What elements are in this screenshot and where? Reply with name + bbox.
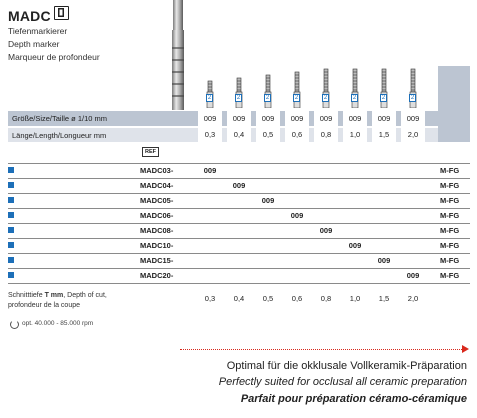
- depth-value: 0,6: [291, 294, 303, 303]
- row-divider: [8, 268, 470, 269]
- shank-number-tag: 2: [323, 95, 328, 101]
- row-marker: [8, 212, 14, 218]
- row-marker: [8, 242, 14, 248]
- shank-type: M-FG: [440, 181, 460, 190]
- shank-type: M-FG: [440, 211, 460, 220]
- shank-type: M-FG: [440, 271, 460, 280]
- depth-value: 1,0: [349, 294, 361, 303]
- product-code: MADC04-: [140, 181, 174, 190]
- product-code: MADC20-: [140, 271, 174, 280]
- length-cell: 2,0: [401, 128, 425, 142]
- subtitle-de: Tiefenmarkierer: [8, 26, 68, 36]
- size-cell: 009: [256, 111, 280, 126]
- shank-type: M-FG: [440, 241, 460, 250]
- product-code: MADC06-: [140, 211, 174, 220]
- depth-of-cut-label: Schnitttiefe T mm, Depth of cut,: [8, 292, 107, 299]
- length-cell: 0,3: [198, 128, 222, 142]
- row-size: 009: [261, 196, 275, 205]
- tagline-en: Perfectly suited for occlusal all ceramic preparation: [218, 376, 467, 388]
- size-header-label: Größe/Size/Taille ø 1/10 mm: [12, 114, 108, 123]
- subtitle-fr: Marqueur de profondeur: [8, 52, 100, 62]
- shank-number-tag: 2: [236, 95, 241, 101]
- shank-number-tag: 2: [207, 95, 212, 101]
- size-cell: 009: [198, 111, 222, 126]
- shank-number-tag: 2: [265, 95, 270, 101]
- arrow-line: [180, 349, 466, 350]
- shank-number-tag: 2: [381, 95, 386, 101]
- rpm-icon: [10, 320, 19, 329]
- length-cell: 0,8: [314, 128, 338, 142]
- row-marker: [8, 257, 14, 263]
- row-divider: [8, 238, 470, 239]
- row-size: 009: [377, 256, 391, 265]
- shank-type: M-FG: [440, 256, 460, 265]
- depth-value: 0,5: [262, 294, 274, 303]
- row-size: 009: [406, 271, 420, 280]
- depth-value: 0,8: [320, 294, 332, 303]
- product-title: MADC: [8, 8, 51, 24]
- row-marker: [8, 197, 14, 203]
- length-header-label: Länge/Length/Longueur mm: [12, 131, 107, 140]
- product-code: MADC03-: [140, 166, 174, 175]
- length-cell: 1,5: [372, 128, 396, 142]
- row-divider: [8, 223, 470, 224]
- depth-value: 0,4: [233, 294, 245, 303]
- shank-type: M-FG: [440, 166, 460, 175]
- row-divider: [8, 253, 470, 254]
- row-marker: [8, 272, 14, 278]
- shank-type-icon: [54, 6, 69, 20]
- depth-value: 2,0: [407, 294, 419, 303]
- size-cell: 009: [285, 111, 309, 126]
- row-size: 009: [290, 211, 304, 220]
- row-size: 009: [232, 181, 246, 190]
- shank-number-tag: 2: [352, 95, 357, 101]
- length-cell: 0,5: [256, 128, 280, 142]
- depth-value: 0,3: [204, 294, 216, 303]
- row-divider: [8, 193, 470, 194]
- product-code: MADC05-: [140, 196, 174, 205]
- shank-number-tag: 2: [410, 95, 415, 101]
- row-divider: [8, 283, 470, 284]
- depth-value: 1,5: [378, 294, 390, 303]
- shank-column-block: [438, 66, 470, 142]
- depth-marker-bur-image: [160, 0, 200, 110]
- arrow-right-icon: [462, 345, 469, 353]
- product-code: MADC15-: [140, 256, 174, 265]
- row-size: 009: [348, 241, 362, 250]
- tagline-de: Optimal für die okklusale Vollkeramik-Präparation: [226, 360, 467, 372]
- row-divider: [8, 163, 470, 164]
- row-divider: [8, 208, 470, 209]
- shank-type: M-FG: [440, 196, 460, 205]
- length-cell: 0,4: [227, 128, 251, 142]
- row-marker: [8, 182, 14, 188]
- rpm-text: opt. 40.000 - 85.000 rpm: [22, 320, 94, 327]
- row-marker: [8, 227, 14, 233]
- size-cell: 009: [227, 111, 251, 126]
- depth-of-cut-label-fr: profondeur de la coupe: [8, 302, 80, 309]
- shank-number-tag: 2: [294, 95, 299, 101]
- row-marker: [8, 167, 14, 173]
- row-divider: [8, 178, 470, 179]
- size-cell: 009: [343, 111, 367, 126]
- length-cell: 0,6: [285, 128, 309, 142]
- shank-type: M-FG: [440, 226, 460, 235]
- length-cell: 1,0: [343, 128, 367, 142]
- tagline-fr: Parfait pour préparation céramo-céramique: [240, 393, 467, 405]
- row-size: 009: [203, 166, 217, 175]
- subtitle-en: Depth marker: [8, 39, 60, 49]
- size-cell: 009: [314, 111, 338, 126]
- row-size: 009: [319, 226, 333, 235]
- size-cell: 009: [372, 111, 396, 126]
- product-code: MADC10-: [140, 241, 174, 250]
- product-code: MADC08-: [140, 226, 174, 235]
- ref-label: REF: [142, 147, 159, 157]
- size-cell: 009: [401, 111, 425, 126]
